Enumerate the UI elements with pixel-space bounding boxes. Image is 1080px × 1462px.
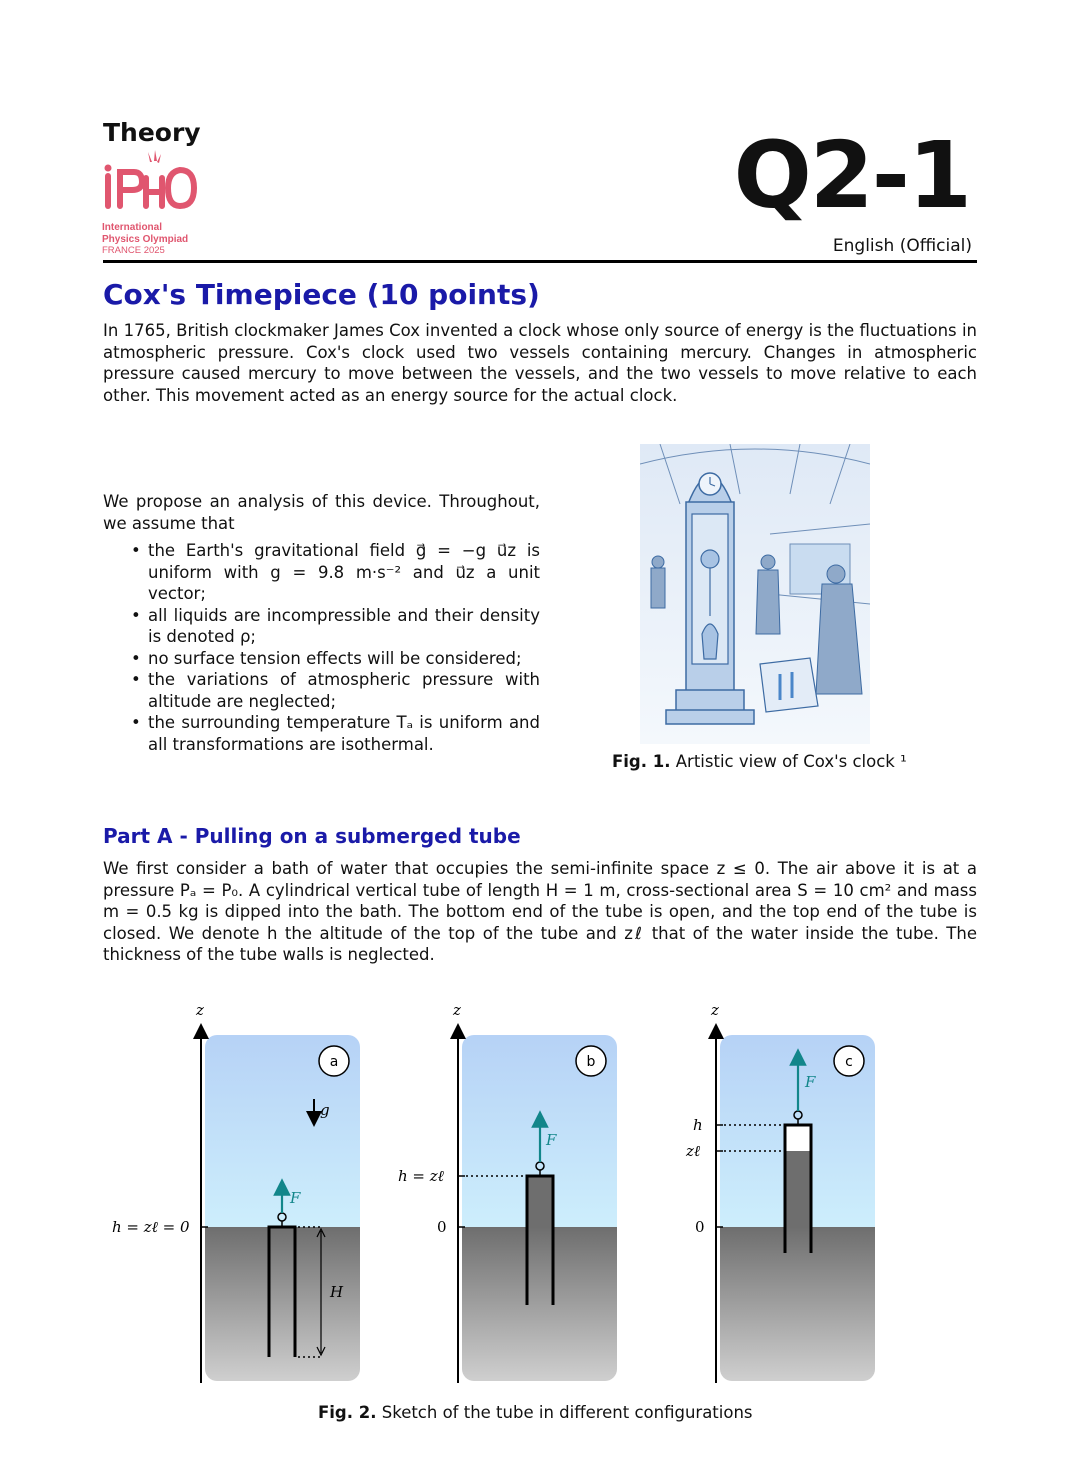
part-a-title: Part A - Pulling on a submerged tube xyxy=(103,824,521,848)
panel-a-level-label: h = zℓ = 0 xyxy=(112,1218,190,1236)
panel-a-axis-label: z xyxy=(196,1001,204,1019)
figure-2-caption-text: Sketch of the tube in different configurations xyxy=(381,1403,753,1422)
cox-clock-illustration xyxy=(640,444,870,744)
assumptions-intro: We propose an analysis of this device. Throughout, we assume that xyxy=(103,492,540,533)
assumption-item: • the surrounding temperature Tₐ is uniform and all transformations are isothermal. xyxy=(103,712,540,755)
panel-c-axis-label: z xyxy=(711,1001,719,1019)
ipho-logo xyxy=(100,148,210,256)
figure-2-caption xyxy=(318,1403,753,1422)
gravity-label: g xyxy=(320,1101,330,1119)
assumption-item: • all liquids are incompressible and their density is denoted ρ; xyxy=(103,605,540,648)
intro-paragraph: In 1765, British clockmaker James Cox invented a clock whose only source of energy is the fluctuations in atmospheric pressure. Cox's clock used two vessels containing mercury. Changes in atmospheric pressure caused mercury to move between the vessels, and the two vessels to move relative to each other. This movement acted as an energy source for the actual clock. xyxy=(103,321,977,405)
panel-b-force-label: F xyxy=(546,1131,557,1149)
figure-1-caption-text: Artistic view of Cox's clock ¹ xyxy=(675,752,907,771)
panel-c-zero-label: 0 xyxy=(695,1218,705,1236)
figure-2-label: Fig. 2. xyxy=(318,1403,377,1422)
tube-length-label: H xyxy=(330,1283,344,1301)
panel-b-id: b xyxy=(586,1054,596,1070)
figure-2-tube-sketch xyxy=(100,995,980,1395)
panel-b-axis-label: z xyxy=(453,1001,461,1019)
part-a-text: We first consider a bath of water that occupies the semi-infinite space z ≤ 0. The air above it is at a pressure Pₐ = P₀. A cylindrical vertical tube of length H = 1 m, cross-sectional area S = 10 cm² and mass m = 0.5 kg is dipped into the bath. The bottom end of the tube is open, and the top end of the tube is closed. We denote h the altitude of the top of the tube and zℓ that of the water inside the tube. The thickness of the tube walls is neglected. xyxy=(103,859,977,964)
assumption-item: • the Earth's gravitational field g⃗ = −g u⃗z is uniform with g = 9.8 m·s⁻² and u⃗z a unit vector; xyxy=(103,540,540,605)
logo-line-1: International xyxy=(102,222,163,233)
panel-c-h-label: h xyxy=(693,1116,703,1134)
logo-line-2: Physics Olympiad xyxy=(102,234,189,245)
panel-b-zero-label: 0 xyxy=(437,1218,447,1236)
panel-a xyxy=(112,1001,360,1383)
panel-b-level-label: h = zℓ xyxy=(398,1167,444,1185)
assumption-item: • the variations of atmospheric pressure with altitude are neglected; xyxy=(103,669,540,712)
section-label: Theory xyxy=(103,118,201,147)
logo-line-3: FRANCE 2025 xyxy=(102,245,165,256)
panel-c-force-label: F xyxy=(805,1073,816,1091)
question-number: Q2-1 xyxy=(733,122,970,229)
panel-c xyxy=(685,1001,875,1383)
figure-1-caption xyxy=(612,752,907,771)
problem-title: Cox's Timepiece (10 points) xyxy=(103,278,540,311)
figure-1-label: Fig. 1. xyxy=(612,752,671,771)
header-rule xyxy=(103,260,977,263)
panel-c-zl-label: zℓ xyxy=(686,1142,701,1160)
panel-a-force-label: F xyxy=(290,1189,301,1207)
assumption-item: • no surface tension effects will be considered; xyxy=(103,648,540,670)
panel-b xyxy=(398,1001,617,1383)
panel-c-id: c xyxy=(845,1054,853,1070)
panel-a-id: a xyxy=(329,1054,339,1070)
language-label: English (Official) xyxy=(832,236,972,256)
assumptions-list xyxy=(103,540,540,755)
